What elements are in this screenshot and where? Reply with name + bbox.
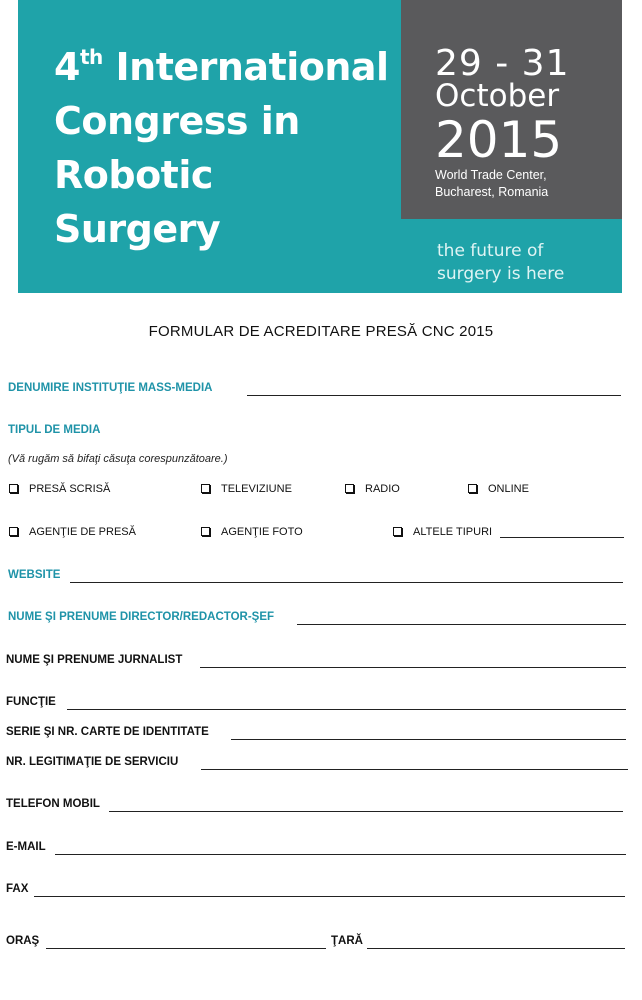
function-row: [0, 696, 642, 716]
function-label: FUNCŢIE: [6, 696, 56, 708]
id-card-label: SERIE ŞI NR. CARTE DE IDENTITATE: [6, 726, 209, 738]
option-press-agency[interactable]: [9, 526, 136, 538]
option-label: ONLINE: [488, 483, 529, 496]
country-field[interactable]: [367, 948, 625, 949]
event-date-month: October: [435, 78, 560, 114]
checkbox-radio[interactable]: [345, 484, 354, 493]
journalist-label: NUME ŞI PRENUME JURNALIST: [6, 654, 183, 666]
website-field[interactable]: [70, 582, 623, 583]
option-label: RADIO: [365, 483, 400, 496]
phone-row: [0, 798, 642, 818]
event-tagline: [437, 240, 617, 286]
checkbox-other-types[interactable]: [393, 527, 402, 536]
title-line4: Surgery: [54, 207, 221, 251]
country-label: ŢARĂ: [331, 935, 363, 947]
option-photo-agency[interactable]: [201, 526, 303, 538]
website-label: WEBSITE: [8, 569, 61, 581]
director-field[interactable]: [297, 624, 626, 625]
option-label: PRESĂ SCRISĂ: [29, 483, 111, 496]
email-row: [0, 841, 642, 861]
checkbox-online[interactable]: [468, 484, 477, 493]
checkbox-print-press[interactable]: [9, 484, 18, 493]
title-ordinal-suffix: th: [79, 45, 103, 70]
service-card-label: NR. LEGITIMAŢIE DE SERVICIU: [6, 756, 179, 768]
option-label: TELEVIZIUNE: [221, 483, 292, 496]
title-line3: Robotic: [54, 153, 213, 197]
fax-field[interactable]: [34, 896, 625, 897]
option-radio[interactable]: [345, 483, 400, 495]
function-field[interactable]: [67, 709, 626, 710]
id-card-field[interactable]: [231, 739, 626, 740]
event-title: [54, 40, 404, 256]
fax-label: FAX: [6, 883, 29, 895]
option-other-types[interactable]: [393, 526, 492, 538]
media-type-label: TIPUL DE MEDIA: [8, 424, 101, 436]
email-field[interactable]: [55, 854, 626, 855]
option-television[interactable]: [201, 483, 292, 495]
form-title: FORMULAR DE ACREDITARE PRESĂ CNC 2015: [148, 323, 494, 340]
event-date-range: 29 - 31: [435, 43, 570, 84]
event-date-year: 2015: [435, 111, 563, 169]
service-card-field[interactable]: [201, 769, 628, 770]
website-row: [0, 569, 642, 589]
checkbox-press-agency[interactable]: [9, 527, 18, 536]
option-online[interactable]: [468, 483, 529, 495]
option-label: ALTELE TIPURI: [413, 526, 493, 539]
director-row: [0, 611, 642, 631]
title-line1: International: [115, 45, 389, 89]
journalist-field[interactable]: [200, 667, 626, 668]
checkbox-photo-agency[interactable]: [201, 527, 210, 536]
event-venue-line2: Bucharest, Romania: [435, 185, 549, 199]
service-card-row: [0, 756, 642, 776]
journalist-row: [0, 654, 642, 674]
institution-label: DENUMIRE INSTITUŢIE MASS-MEDIA: [8, 382, 213, 394]
email-label: E-MAIL: [6, 841, 46, 853]
checkbox-television[interactable]: [201, 484, 210, 493]
city-country-row: [0, 935, 642, 955]
event-venue-line1: World Trade Center,: [435, 168, 547, 182]
other-types-field[interactable]: [500, 537, 624, 538]
phone-label: TELEFON MOBIL: [6, 798, 100, 810]
fax-row: [0, 883, 642, 903]
event-date-box: [401, 0, 622, 219]
tagline-line1: the future of: [437, 241, 544, 261]
id-card-row: [0, 726, 642, 746]
city-label: ORAŞ: [6, 935, 40, 947]
title-line2: Congress in: [54, 99, 300, 143]
director-label: NUME ŞI PRENUME DIRECTOR/REDACTOR-ŞEF: [8, 611, 275, 623]
institution-field[interactable]: [247, 395, 621, 396]
option-label: AGENŢIE DE PRESĂ: [29, 526, 136, 539]
option-print-press[interactable]: [9, 483, 110, 495]
media-type-note: (Vă rugăm să bifaţi căsuţa corespunzătoare.): [8, 453, 228, 465]
title-ordinal: 4: [54, 45, 80, 89]
institution-row: [0, 382, 642, 402]
event-banner: [18, 0, 622, 293]
media-type-row: [0, 424, 642, 444]
option-label: AGENŢIE FOTO: [221, 526, 303, 539]
city-field[interactable]: [46, 948, 326, 949]
phone-field[interactable]: [109, 811, 623, 812]
tagline-line2: surgery is here: [437, 264, 565, 284]
